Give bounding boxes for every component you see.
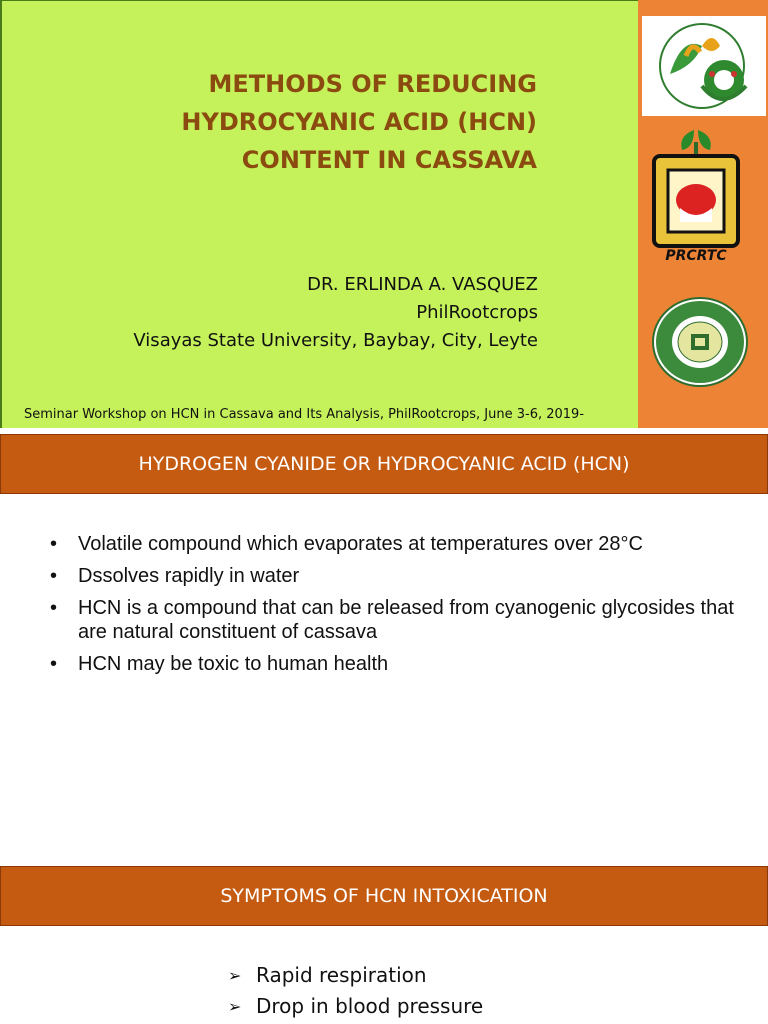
hcn-section-header: HYDROGEN CYANIDE OR HYDROCYANIC ACID (HCN) [0,434,768,494]
bullet-text: HCN may be toxic to human health [78,653,389,675]
bullet-icon: • [50,653,58,675]
visayas-state-university-seal [651,296,749,388]
bullet-icon: • [50,533,58,555]
author-name: DR. ERLINDA A. VASQUEZ [307,274,538,295]
seminar-footnote: Seminar Workshop on HCN in Cassava and Its Analysis, PhilRootcrops, June 3-6, 2019- [24,407,585,422]
symptom-text: Drop in blood pressure [256,994,484,1018]
svg-text:PRCRTC: PRCRTC [665,248,727,264]
title-line: METHODS OF REDUCING [208,70,537,98]
list-item [50,532,750,556]
bullet-text: HCN is a compound that can be released from cyanogenic glycosides that are natural constituent of cassava [78,597,734,643]
arrow-bullet-icon: ➢ [228,966,242,985]
bullet-text: Volatile compound which evaporates at temperatures over 28°C [78,533,643,555]
hcn-bullet-list [50,532,750,684]
bullet-icon: • [50,565,58,587]
bullet-icon: • [50,597,58,619]
slide-title [122,65,537,179]
list-item [228,991,483,1022]
author-block [122,271,538,355]
department-of-agriculture-logo [642,16,766,116]
list-item [50,652,750,676]
list-item [50,596,750,644]
arrow-bullet-icon: ➢ [228,997,242,1016]
list-item [228,960,483,991]
list-item [50,564,750,588]
author-org: PhilRootcrops [416,302,538,323]
bullet-text: Dssolves rapidly in water [78,565,300,587]
title-line: HYDROCYANIC ACID (HCN) [181,108,537,136]
title-line: CONTENT IN CASSAVA [241,146,537,174]
author-university: Visayas State University, Baybay, City, Leyte [133,330,538,351]
prcrtc-logo [648,126,744,266]
symptoms-list [228,960,483,1022]
symptom-text: Rapid respiration [256,963,427,987]
symptoms-section-header: SYMPTOMS OF HCN INTOXICATION [0,866,768,926]
